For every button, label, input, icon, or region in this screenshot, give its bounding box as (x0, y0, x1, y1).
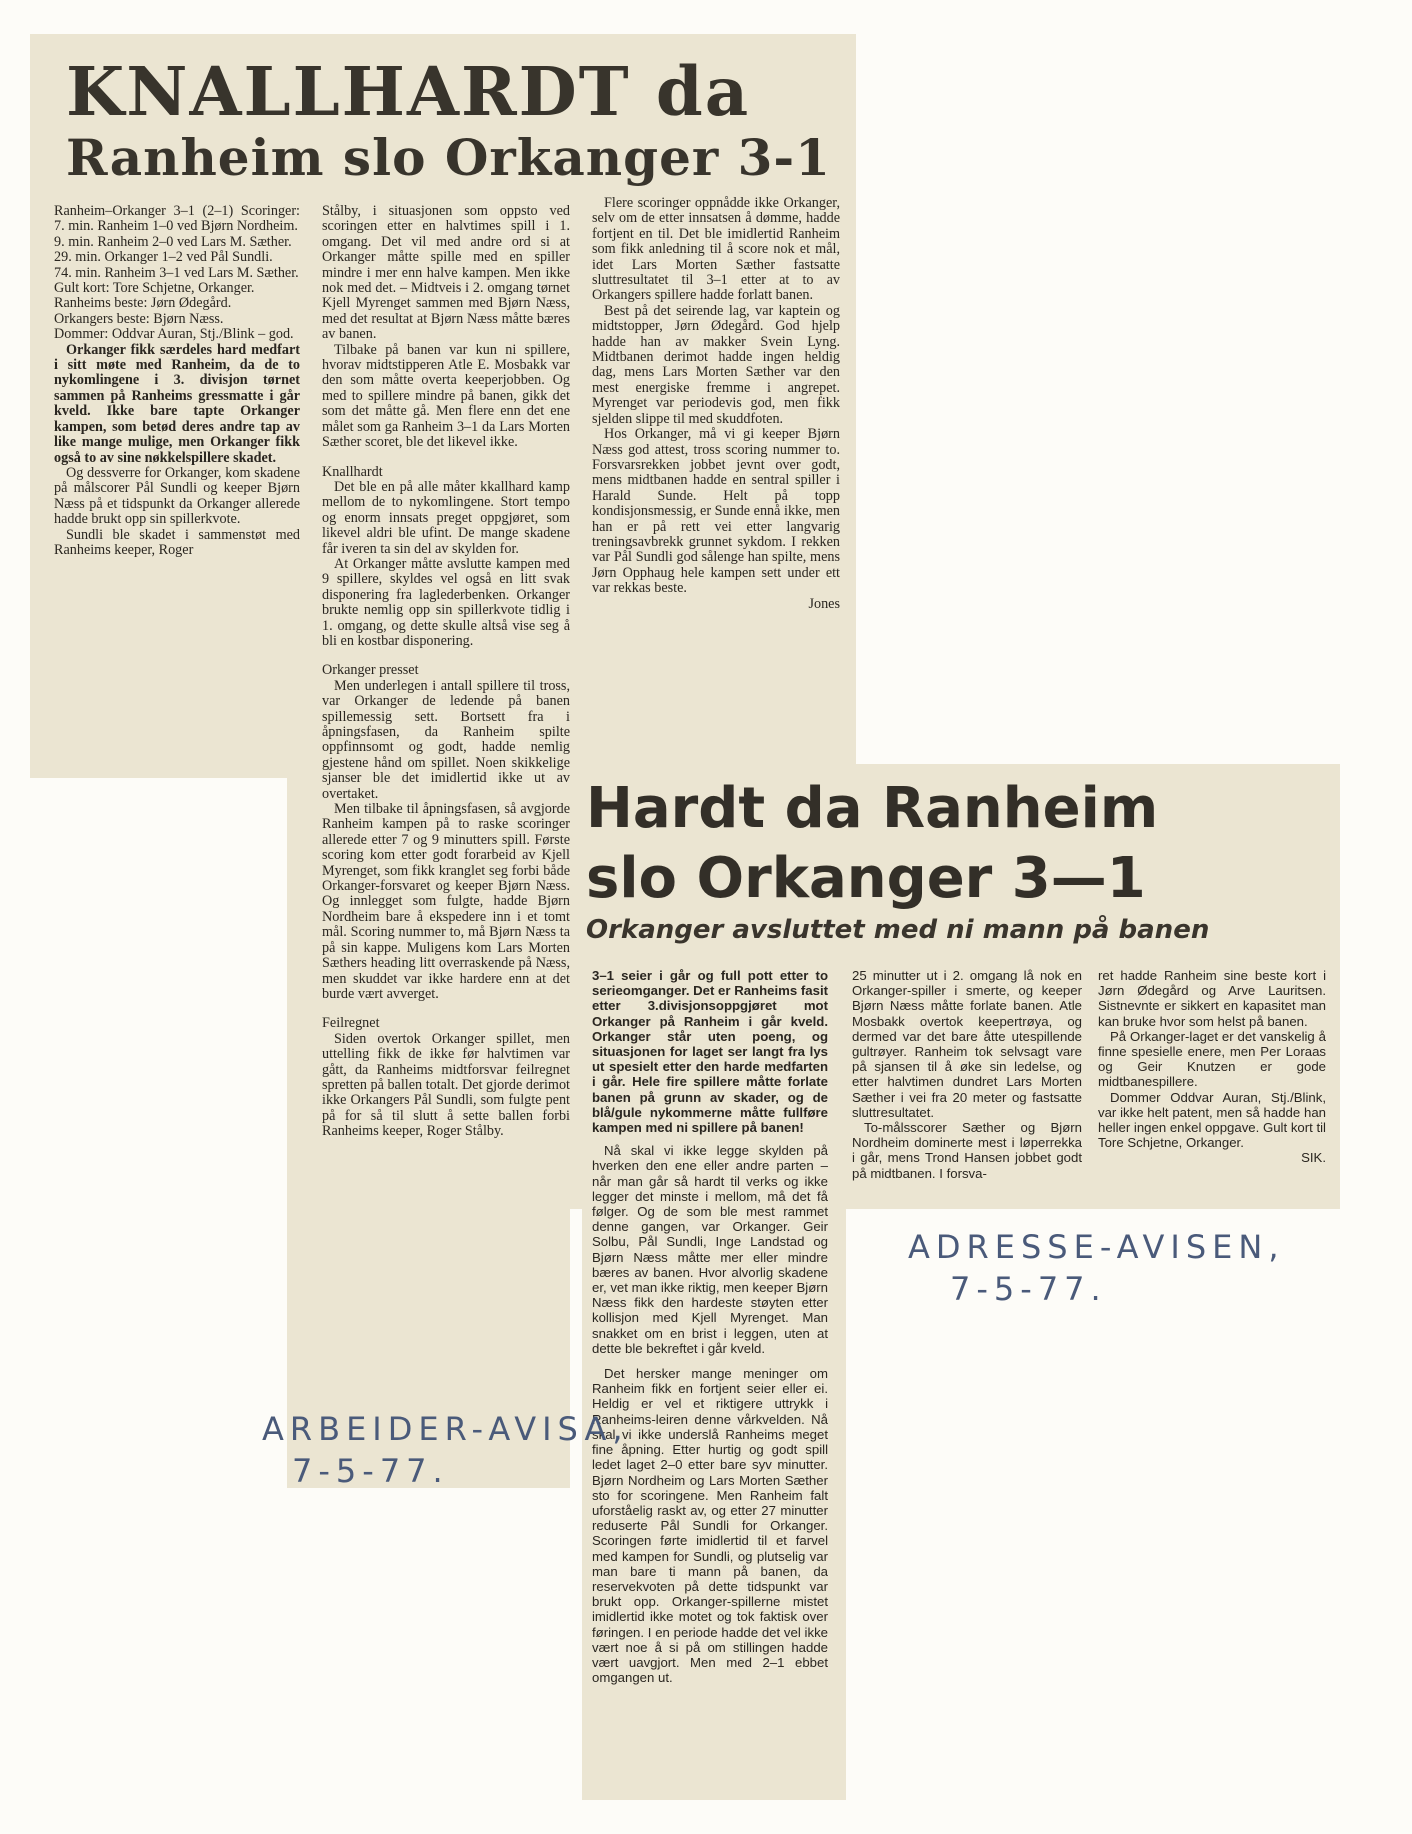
paragraph: To-målsscorer Sæther og Bjørn Nordheim dominerte mest i løperrekka i går, mens Trond Hansen jobbet godt på midtbanen. I forsva- (852, 1120, 1082, 1181)
paragraph: Dommer Oddvar Auran, Stj./Blink, var ikke helt patent, men så hadde han heller ingen enkel oppgave. Gult kort til Tore Schjetne, Orkanger. (1098, 1089, 1326, 1151)
paragraph: Men tilbake til åpningsfasen, så avgjorde Ranheim kampen på to raske scoringer allerede etter 7 og 9 minutters spill. Første scoring kom etter godt forarbeid av Kjell Myrenget, som fikk kranglet seg forbi både Orkanger-forsvaret og keeper Bjørn Næss. Og innlegget som fulgte, hadde Bjørn Nordheim bare å ekspedere inn i et tomt mål. Scoring nummer to, må Bjørn Næss ta på sin kappe. Muligens kom Lars Morten Sæthers heading litt overraskende på Næss, men skuddet var ikke hardere enn at det burde vært avverget. (322, 801, 570, 1002)
paragraph: På Orkanger-laget er det vanskelig å finne spesielle enere, men Per Loraas og Geir Knutzen er gode midtbanespillere. (1098, 1028, 1326, 1090)
article1-headline-line1: KNALLHARDT da (66, 52, 751, 131)
paragraph: 25 minutter ut i 2. omgang lå nok en Orkanger-spiller i smerte, og keeper Bjørn Næss måtte forlate banen. Atle Mosbakk overtok keepertrøya, og dermed var det bare åtte utespillende gultrøyer. Ranheim tok selvsagt vare på sjansen til å øke sin ledelse, og etter halvtimen dundret Lars Morten Sæther i vei fra 20 meter og fastsatte sluttresultatet. (852, 968, 1082, 1120)
article2-signature: SIK. (1301, 1150, 1326, 1166)
paragraph: Best på det seirende lag, var kaptein og midtstopper, Jørn Ødegård. God hjelp hadde han av makker Svein Lyng. Midtbanen derimot hadde ingen heldig dag, mens Lars Morten Sæther var den mest energiske fremme i angrepet. Myrenget var periodevis god, men fikk sjelden slippe til med skuddfoten. (592, 302, 840, 427)
article2-subheadline: Orkanger avsluttet med ni mann på banen (586, 915, 1210, 945)
referee-line: Dommer: Oddvar Auran, Stj./Blink – god. (54, 326, 294, 343)
goal-line: 29. min. Orkanger 1–2 ved Pål Sundli. (54, 249, 273, 266)
goal-line: 74. min. Ranheim 3–1 ved Lars M. Sæther. (54, 264, 299, 281)
note-line: 7-5-77. (950, 1270, 1107, 1308)
paragraph: Det hersker mange meninger om Ranheim fikk en fortjent seier eller ei. Heldig er vel et riktigere uttrykk i Ranheims-leiren denne vårkvelden. Nå skal vi ikke underslå Ranheims meget fine åpning. Etter hurtig og godt spill ledet laget 2–0 etter bare syv minutter. Bjørn Nordheim og Lars Morten Sæther sto for scoringene. Men Ranheim falt uforståelig raskt av, og etter 27 minutter reduserte Pål Sundli for Orkanger. Scoringen førte imidlertid til et farvel med kampen for Sundli, og plutselig var man bare ti mann på banen, da reservekvoten på dette tidspunkt var brukt opp. Orkanger-spillerne mistet imidlertid ikke motet og tok faktisk over føringen. I en periode hadde det vel ikke vært noe å si på om stillingen hadde vært uavgjort. Men med 2–1 ebbet omgangen ut. (592, 1366, 828, 1686)
best-home: Ranheims beste: Jørn Ødegård. (54, 295, 232, 312)
paragraph: Det ble en på alle måter kkallhard kamp mellom de to nykomlingene. Stort tempo og enorm innsats preget oppgjøret, som likevel aldri ble ufint. De mange skadene får iveren ta sin del av skylden for. (322, 478, 570, 557)
handwritten-note-arbeider-avisa (262, 1410, 629, 1490)
article1-column-1 (54, 204, 300, 558)
paragraph: Sundli ble skadet i sammenstøt med Ranheims keeper, Roger (54, 526, 300, 558)
paragraph: Nå skal vi ikke legge skylden på hverken den ene eller andre parten – når man går så hardt til verks og ikke legger det minste i mellom, må det få følger. Og de som ble mest rammet denne gangen, var Orkanger. Geir Solbu, Pål Sundli, Inge Landstad og Bjørn Næss måtte mer eller mindre bæres av banen. Hvor alvorlig skadene er, vet man ikke riktig, men keeper Bjørn Næss fikk den hardeste støyten etter kollisjon med Kjell Myrenget. Man snakket om en brist i leggen, uten at dette ble bekreftet i går kveld. (592, 1143, 828, 1356)
article2-headline-line2: slo Orkanger 3—1 (586, 846, 1146, 911)
paragraph: Og dessverre for Orkanger, kom skadene på målscorer Pål Sundli og keeper Bjørn Næss på et tidspunkt da Orkanger allerede hadde brukt opp sin spillerkvote. (54, 464, 300, 528)
paragraph: Orkanger fikk særdeles hard medfart i sitt møte med Ranheim, da de to nykomlingene i 3. divisjon tørnet sammen på Ranheims gressmatte i går kveld. Ikke bare tapte Orkanger kampen, som betød deres andre tap av like mange mulige, men Orkanger fikk også to av sine nøkkelspillere skadet. (54, 341, 300, 466)
paragraph: Flere scoringer oppnådde ikke Orkanger, selv om de etter innsatsen å dømme, hadde fortjent en til. Det ble imidlertid Ranheim som fikk anledning til å score nok et mål, idet Lars Morten Sæther fastsatte sluttresultatet til 3–1 etter at to av Orkangers spillere hadde forlatt banen. (592, 195, 840, 304)
article2-column-3 (1098, 968, 1326, 1166)
note-line: 7-5-77. (292, 1452, 449, 1490)
note-line: ARBEIDER-AVISA, (262, 1410, 629, 1448)
paragraph: Tilbake på banen var kun ni spillere, hvorav midtstipperen Atle E. Mosbakk var den som måtte overta keeperjobben. Og med to spillere mindre på banen, gikk det som det måtte gå. Men flere enn det ene målet som ga Ranheim 3–1 da Lars Morten Sæther scoret, ble det likevel ikke. (322, 341, 570, 451)
paragraph: Siden overtok Orkanger spillet, men uttelling fikk de ikke før halvtimen var gått, da Ranheims midtforsvar feilregnet spretten på ballen totalt. Det gjorde derimot ikke Orkangers Pål Sundli, som fulgte pent på for så til slutt å sette ballen forbi Ranheims keeper, Roger Stålby. (322, 1030, 570, 1140)
article1-column-2 (322, 204, 570, 1140)
article2-column-2 (852, 968, 1082, 1181)
article1-signature: Jones (808, 595, 840, 612)
paragraph: Stålby, i situasjonen som oppsto ved scoringen etter en halvtimes spill i 1. omgang. Det vil med andre ord si at Orkanger måtte spille med en spiller mindre i mer enn halve kampen. Men ikke nok med det. – Midtveis i 2. omgang tørnet Kjell Myrenget sammen med Bjørn Næss, med det resultat at Bjørn Næss måtte bæres av banen. (322, 203, 570, 343)
subheading-feilregnet: Feilregnet (322, 1015, 380, 1032)
subheading-knallhardt: Knallhardt (322, 463, 383, 480)
paragraph: At Orkanger måtte avslutte kampen med 9 spillere, skyldes vel også en litt svak disponering fra laglederbenken. Orkanger brukte nemlig opp sin spillerkvote tidlig i 1. omgang, og dette skulle altså vise seg å bli en kostbar disponering. (322, 555, 570, 649)
article2-column-1 (592, 968, 828, 1685)
goal-line: 9. min. Ranheim 2–0 ved Lars M. Sæther. (54, 233, 292, 250)
paragraph: Men underlegen i antall spillere til tross, var Orkanger de ledende på banen spillemessig sett. Bortsett fra i åpningsfasen, da Ranheim spilte oppfinnsomt og godt, hadde nemlig gjestene hånd om spillet. Noen skikkelige sjanser ble det imidlertid ikke ut av overtaket. (322, 677, 570, 802)
card-line: Gult kort: Tore Schjetne, Orkanger. (54, 280, 255, 297)
article2-headline-line1: Hardt da Ranheim (586, 776, 1159, 841)
note-line: ADRESSE-AVISEN, (908, 1228, 1285, 1266)
best-away: Orkangers beste: Bjørn Næss. (54, 310, 224, 327)
paragraph: ret hadde Ranheim sine beste kort i Jørn Ødegård og Arve Lauritsen. Sistnevnte er sikkert en kapasitet man kan bruke hvor som helst på banen. (1098, 968, 1326, 1029)
paragraph: Hos Orkanger, må vi gi keeper Bjørn Næss god attest, tross scoring nummer to. Forsvarsrekken jobbet jevnt over godt, mens midtbanen hadde en sentral spiller i Harald Sunde. Helt på topp kondisjonsmessig, er Sunde ennå ikke, men han er på rett vei etter langvarig treningsavbrekk grunnet sykdom. I rekken var Pål Sundli god sålenge han spilte, mens Jørn Opphaug hele kampen sett under ett var rekkas beste. (592, 426, 840, 597)
handwritten-note-adresse-avisen (908, 1228, 1284, 1308)
article2-lead: 3–1 seier i går og full pott etter to serieomganger. Det er Ranheims fasit etter 3.divisjonsoppgjøret mot Orkanger på Ranheim i går kveld. Orkanger står uten poeng, og situasjonen for laget ser langt fra lys ut spesielt etter den harde medfarten i går. Hele fire spillere måtte forlate banen på grunn av skader, og de blå/gule nykommerne måtte fullføre kampen med ni spillere på banen! (592, 968, 828, 1136)
article1-headline-line2: Ranheim slo Orkanger 3-1 (66, 128, 831, 187)
subheading-presset: Orkanger presset (322, 662, 419, 679)
article1-column-3 (592, 196, 840, 612)
result-line: Ranheim–Orkanger 3–1 (2–1) Scoringer: 7. min. Ranheim 1–0 ved Bjørn Nordheim. (54, 203, 300, 235)
